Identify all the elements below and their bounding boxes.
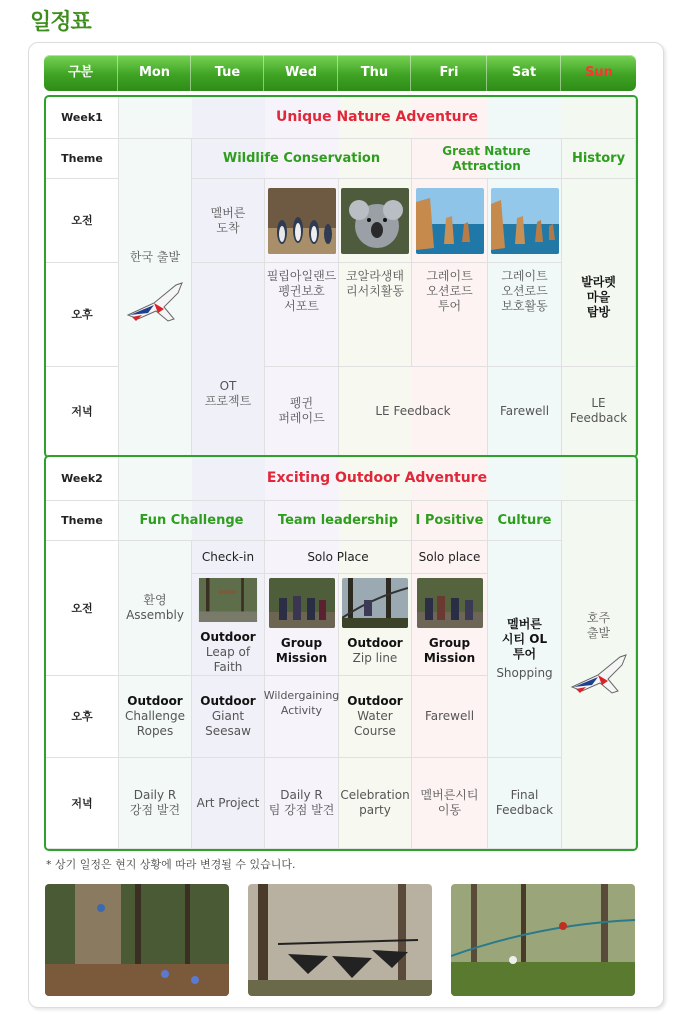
week1-am-label: 오전 — [46, 179, 119, 263]
page-title: 일정표 — [30, 10, 91, 35]
week2-mon-pm-sub: Challenge Ropes — [125, 709, 185, 738]
week1-wed-pm: 필립아일랜드 펭귄보호 서포트 — [265, 263, 339, 367]
week2-wed-am — [265, 574, 339, 676]
week2-thu-pm — [339, 676, 412, 758]
airplane-icon — [568, 651, 630, 699]
week2-thu-am-title: Outdoor — [347, 636, 403, 650]
week1-sat-eve: Farewell — [488, 367, 562, 456]
week2-fri-sub: Solo place — [412, 541, 488, 574]
week2-label: Week2 — [46, 457, 119, 501]
week2-tue-am-title: Outdoor — [200, 630, 256, 644]
week2-tue-pm-sub: Giant Seesaw — [205, 709, 251, 738]
week2-thu-pm-title: Outdoor — [347, 694, 403, 708]
week1-banner: Unique Nature Adventure — [119, 97, 636, 139]
week2-tue-am-sub: Leap of Faith — [205, 645, 251, 674]
koala-photo — [341, 188, 409, 254]
week2-thu-eve: Celebration party — [339, 758, 412, 849]
week2-tue-pm — [192, 676, 265, 758]
week1-tue-pm: OT 프로젝트 — [192, 263, 265, 456]
week1-wed-am — [265, 179, 339, 263]
week1-table — [44, 95, 638, 458]
week2-mon-am: 환영 Assembly — [119, 541, 192, 676]
week1-tue-am: 멜버른 도착 — [192, 179, 265, 263]
week2-fri-am — [412, 574, 488, 676]
week1-theme-wildlife: Wildlife Conservation — [192, 139, 412, 179]
header-fri: Fri — [410, 55, 487, 91]
week2-fri-eve: 멜버른시티 이동 — [412, 758, 488, 849]
week2-tue-eve: Art Project — [192, 758, 265, 849]
rope-course-photo — [248, 884, 432, 996]
week2-mon-pm — [119, 676, 192, 758]
week1-sat-pm: 그레이트 오션로드 보호활동 — [488, 263, 562, 367]
week2-thu-am — [339, 574, 412, 676]
week1-sun-day: 발라렛 마을 탐방 — [562, 179, 636, 367]
penguin-photo — [268, 188, 336, 254]
week2-tue-sub: Check-in — [192, 541, 265, 574]
week2-wed-eve: Daily R 팀 강점 발견 — [265, 758, 339, 849]
week2-mon-pm-title: Outdoor — [127, 694, 183, 708]
week2-wed-am-text: Group Mission — [275, 636, 328, 665]
week2-sat-eve: Final Feedback — [488, 758, 562, 849]
airplane-icon — [124, 279, 186, 327]
week2-pm-label: 오후 — [46, 676, 119, 758]
week2-sun-text: 호주 출발 — [586, 610, 611, 640]
header-tue: Tue — [190, 55, 264, 91]
header-mon: Mon — [117, 55, 191, 91]
week2-theme-culture: Culture — [488, 501, 562, 541]
climbing-wall-photo — [45, 884, 229, 996]
week2-sun-cell — [562, 501, 636, 849]
header-thu: Thu — [337, 55, 411, 91]
ocean-road-photo — [491, 188, 559, 254]
week2-mon-eve: Daily R 강점 발견 — [119, 758, 192, 849]
header-sun: Sun — [560, 55, 637, 91]
week1-fri-pm: 그레이트 오션로드 투어 — [412, 263, 488, 367]
week2-wed-pm: Wildergaining Activity — [265, 676, 339, 758]
leap-of-faith-photo — [195, 578, 261, 622]
week2-tue-am — [192, 574, 265, 676]
week2-theme-positive: I Positive — [412, 501, 488, 541]
week2-theme-fun: Fun Challenge — [119, 501, 265, 541]
week2-theme-label: Theme — [46, 501, 119, 541]
week1-theme-great: Great Nature Attraction — [412, 139, 562, 179]
week1-theme-label: Theme — [46, 139, 119, 179]
twelve-apostles-photo — [416, 188, 484, 254]
header-sat: Sat — [486, 55, 561, 91]
group-mission-photo — [269, 578, 335, 628]
week1-fri-am — [412, 179, 488, 263]
week2-table — [44, 455, 638, 851]
week2-thu-pm-sub: Water Course — [354, 709, 396, 738]
week2-sat-pm — [488, 666, 562, 758]
week2-fri-am-text: Group Mission — [423, 636, 476, 665]
week2-am-label: 오전 — [46, 541, 119, 676]
week2-banner: Exciting Outdoor Adventure — [119, 457, 636, 501]
week1-mon-text: 한국 출발 — [129, 249, 181, 264]
week1-sun-eve: LE Feedback — [562, 367, 636, 456]
header-wed: Wed — [263, 55, 338, 91]
day-header-bar — [44, 55, 636, 91]
group-mission-photo — [417, 578, 483, 628]
week2-eve-label: 저녁 — [46, 758, 119, 849]
week2-thu-am-sub: Zip line — [352, 651, 398, 665]
week1-wed-eve: 펭귄 퍼레이드 — [265, 367, 339, 456]
week1-theme-history: History — [562, 139, 636, 179]
week2-sat-am: 멜버른 시티 OL 투어 — [488, 541, 562, 758]
week2-fri-pm: Farewell — [412, 676, 488, 758]
week1-eve-label: 저녁 — [46, 367, 119, 456]
week2-wed-thu-sub: Solo Place — [265, 541, 412, 574]
week1-thu-pm: 코알라생태 리서치활동 — [339, 263, 412, 367]
forest-zipline-photo — [451, 884, 635, 996]
header-category: 구분 — [67, 65, 94, 80]
week2-theme-team: Team leadership — [265, 501, 412, 541]
week2-tue-pm-title: Outdoor — [200, 694, 256, 708]
week1-pm-label: 오후 — [46, 263, 119, 367]
week1-mon-cell — [119, 139, 192, 456]
week2-sat-pm-text: Shopping — [496, 666, 553, 680]
week1-thu-fri-eve: LE Feedback — [339, 367, 488, 456]
week1-thu-am — [339, 179, 412, 263]
week1-label: Week1 — [46, 97, 119, 139]
week1-sat-am — [488, 179, 562, 263]
zip-line-photo — [342, 578, 408, 628]
schedule-note: * 상기 일정은 현지 상황에 따라 변경될 수 있습니다. — [46, 858, 296, 871]
